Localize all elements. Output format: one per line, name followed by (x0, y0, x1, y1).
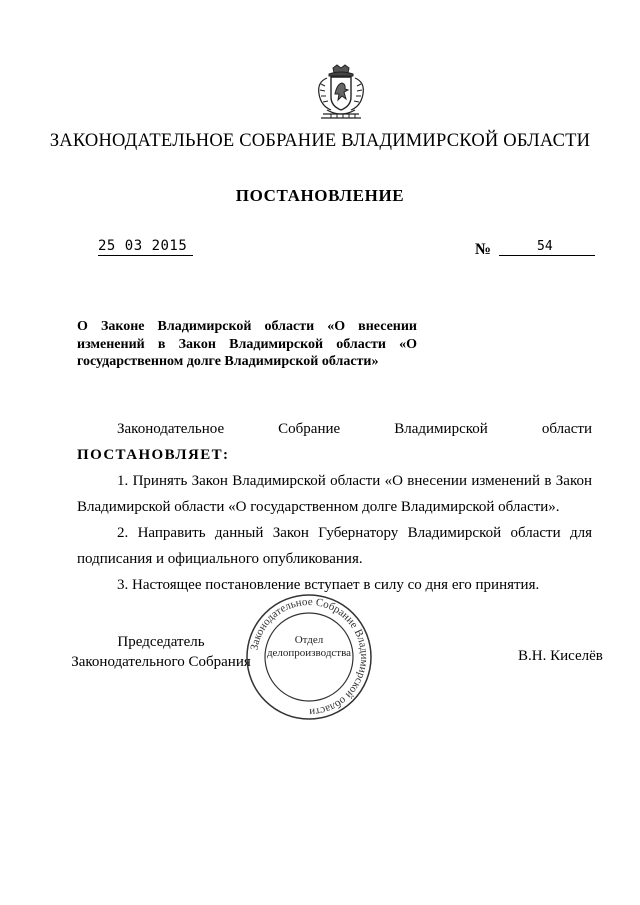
stamp-ring-text: Законодательное Собрание Владимирской области (248, 595, 371, 719)
position-line-1: Председатель (117, 634, 205, 650)
resolution-item-1: 1. Принять Закон Владимирской области «О внесении изменений в Закон Владимирской области «О государственном долге Владимирской области». (77, 473, 592, 515)
preamble (77, 416, 592, 468)
resolution-item-3: 3. Настоящее постановление вступает в силу со дня его принятия. (117, 577, 540, 593)
document-subject: О Законе Владимирской области «О внесении изменений в Закон Владимирской области «О государственном долге Владимирской области» (77, 319, 417, 369)
signatory-position (70, 632, 252, 672)
document-date: 25 03 2015 (98, 238, 193, 256)
resolution-item-2: 2. Направить данный Закон Губернатору Владимирской области для подписания и официального опубликования. (77, 525, 592, 567)
stamp-center-text (264, 634, 354, 660)
document-type: ПОСТАНОВЛЕНИЕ (235, 186, 405, 205)
number-value: 54 (537, 239, 553, 254)
position-line-2: Законодательного Собрания (71, 654, 251, 670)
stamp-center-line-2: делопроизводства (266, 647, 352, 659)
document-body (77, 416, 592, 598)
signatory-name: В.Н. Киселёв (518, 648, 603, 664)
coat-of-arms-emblem (313, 64, 369, 122)
number-sign: № (475, 241, 492, 258)
document-number (475, 241, 597, 261)
preamble-resolves: ПОСТАНОВЛЯЕТ: (77, 447, 230, 463)
organization-title: ЗАКОНОДАТЕЛЬНОЕ СОБРАНИЕ ВЛАДИМИРСКОЙ ОБЛАСТИ (49, 131, 591, 151)
preamble-text: Законодательное Собрание Владимирской области (117, 421, 592, 437)
official-stamp (245, 593, 373, 721)
stamp-center-line-1: Отдел (294, 634, 324, 646)
number-underline (499, 255, 595, 256)
